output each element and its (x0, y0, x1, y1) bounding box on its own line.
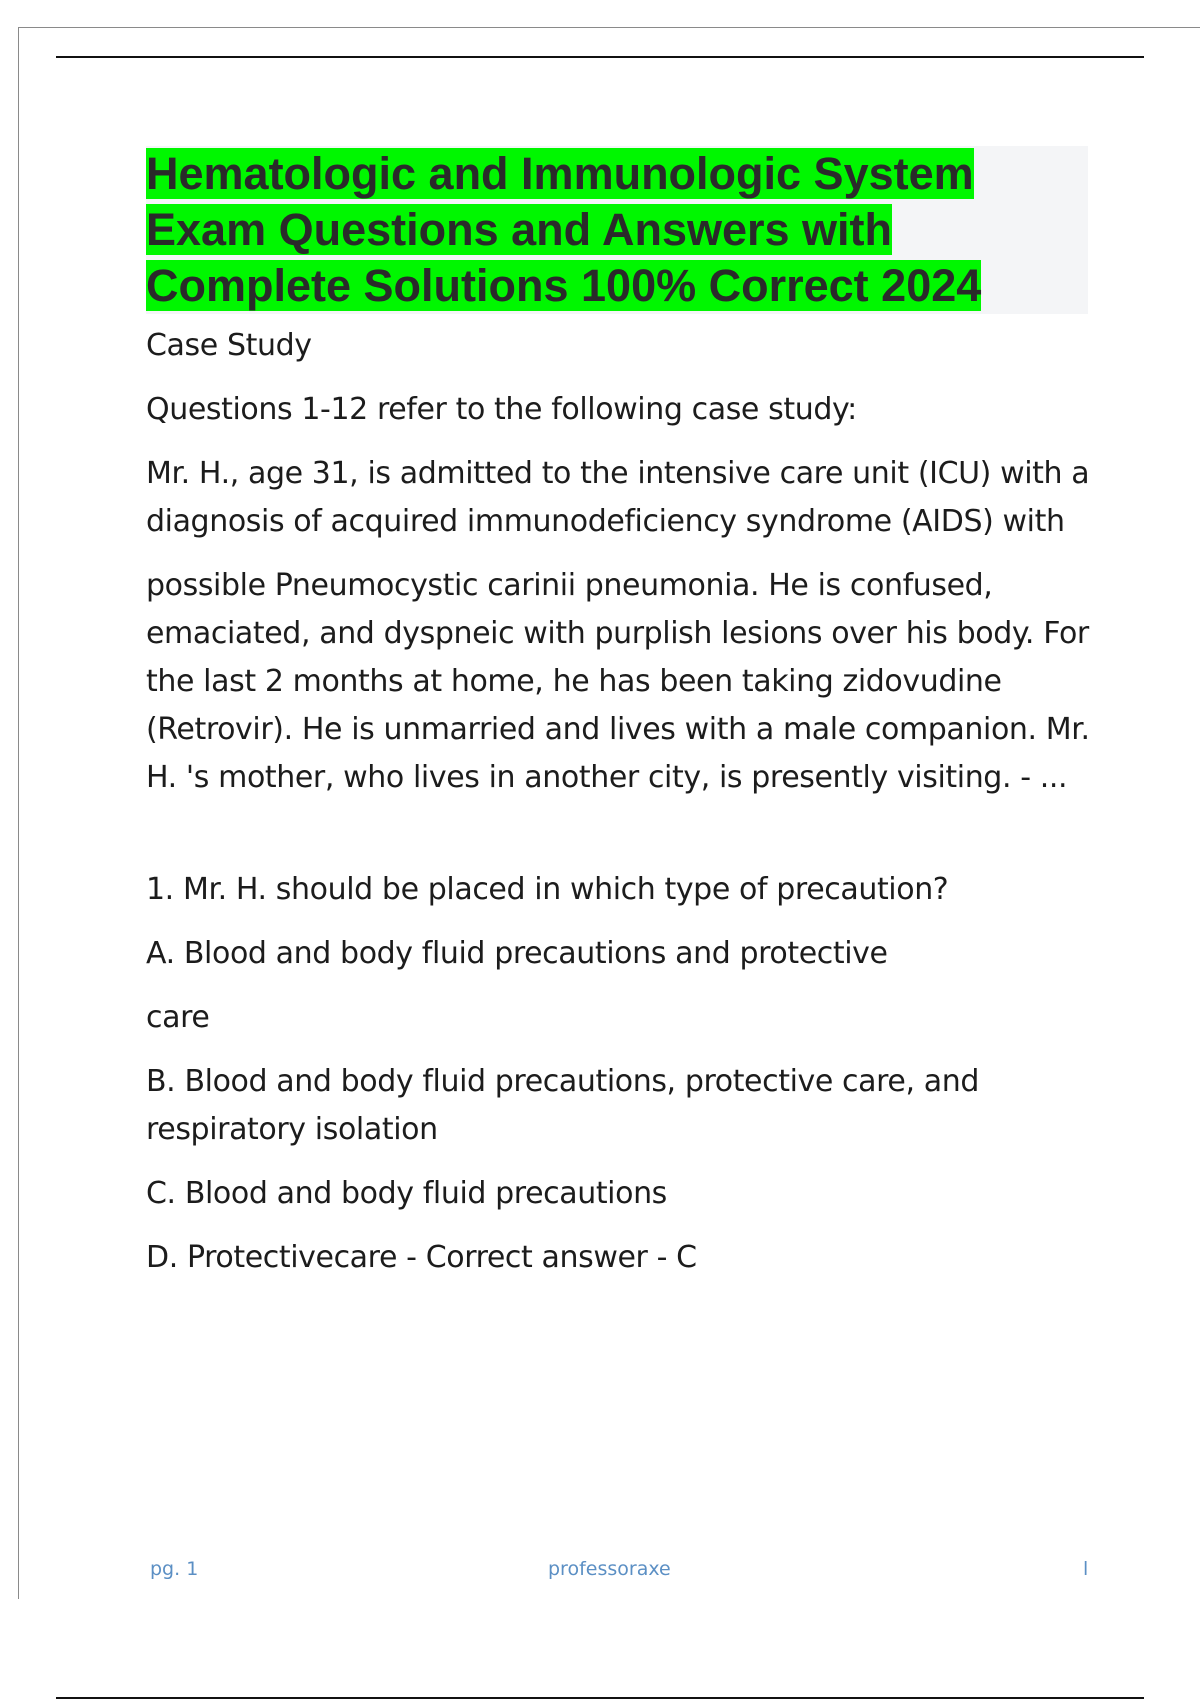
page-footer (0, 1558, 1200, 1588)
bottom-rule (56, 1697, 1144, 1699)
footer-mark: l (1083, 1558, 1089, 1580)
top-rule (56, 56, 1144, 58)
spacer (146, 818, 1091, 866)
section-heading: Case Study (146, 328, 312, 363)
intro-text: Questions 1-12 refer to the following case study: (146, 392, 857, 427)
page-number: pg. 1 (150, 1558, 199, 1580)
case-study-part-2: possible Pneumocystic carinii pneumonia. He is confused, emaciated, and dyspneic with purplish lesions over his body. For the last 2 months at home, he has been taking zidovudine (Retrovir). He is unmarried and lives with a male companion. Mr. H. 's mother, who lives in another city, is presently visiting. - ... (146, 568, 1090, 795)
option-d: D. Protectivecare - Correct answer - C (146, 1240, 697, 1275)
option-a-line-2: care (146, 1000, 210, 1035)
document-body (146, 146, 1091, 1298)
document-title: Hematologic and Immunologic System Exam Questions and Answers with Complete Solutions 100% Correct 2024 (146, 148, 982, 311)
option-c: C. Blood and body fluid precautions (146, 1176, 667, 1211)
case-study-part-1: Mr. H., age 31, is admitted to the intensive care unit (ICU) with a diagnosis of acquired immunodeficiency syndrome (AIDS) with (146, 456, 1090, 539)
option-a-line-1: A. Blood and body fluid precautions and protective (146, 936, 888, 971)
footer-author: professoraxe (548, 1558, 671, 1580)
title-block (146, 146, 1088, 314)
option-b: B. Blood and body fluid precautions, protective care, and respiratory isolation (146, 1064, 979, 1147)
question-1: 1. Mr. H. should be placed in which type of precaution? (146, 872, 949, 907)
